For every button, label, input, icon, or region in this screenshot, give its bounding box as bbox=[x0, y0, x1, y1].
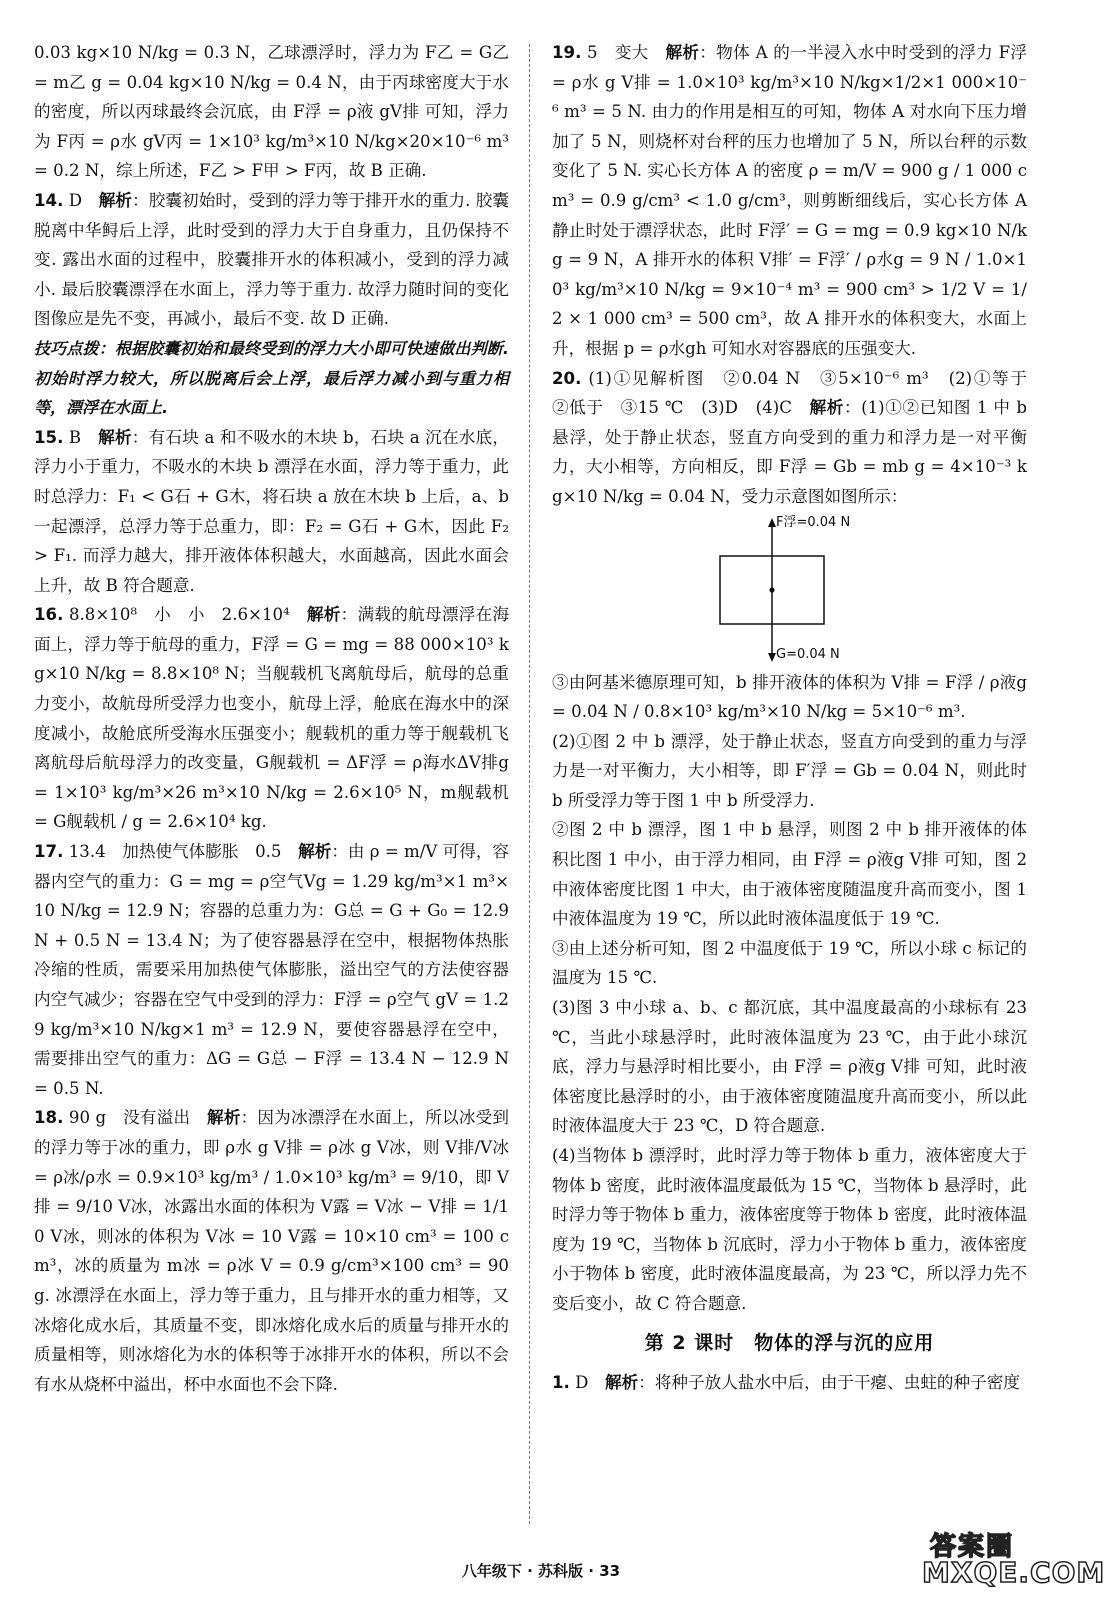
question-number: 1. bbox=[552, 1373, 570, 1393]
question-number: 18. bbox=[34, 1108, 64, 1128]
analysis-label: 解析 bbox=[665, 43, 700, 62]
section-title: 第 2 课时 物体的浮与沉的应用 bbox=[644, 1331, 935, 1354]
analysis-label: 解析 bbox=[809, 398, 844, 418]
answer-key: 90 g 没有溢出 bbox=[68, 1108, 191, 1128]
analysis-label: 解析 bbox=[605, 1373, 639, 1393]
analysis-label: 解析 bbox=[98, 427, 132, 447]
analysis-text: ：因为冰漂浮在水面上，所以冰受到的浮力等于冰的重力，即 ρ水 g V排 = ρ冰 g V冰，则 V排/V冰 = ρ冰/ρ水 = 0.9×10³ kg/m³ / 1.0×10³ kg/m³ = 9/10，即 V排 = 9/10 V冰，冰露出水面的体积为 V露 = V冰 − V排 = 1/10 V冰，则冰的体积为 V冰 = 10 V露 = 10×10 cm³ = 100 cm³，冰的质量为 m冰 = ρ冰 V = 0.9 g/cm³×100 cm³ = 90 g. 冰漂浮在水面上，浮力等于重力，且与排开水的重力相等，又冰熔化成水后，其质量不变，即冰熔化成水后的质量与排开水的质量相等，则冰熔化为水的体积等于冰排开水的体积，所以不会有水从烧杯中溢出，杯中水面也不会下降. bbox=[34, 1108, 510, 1394]
force-diagram-svg bbox=[552, 514, 1027, 664]
question-number: 17. bbox=[34, 842, 64, 862]
answer-paragraph: (3)图 3 中小球 a、b、c 都沉底，其中温度最高的小球标有 23 ℃，当此小球悬浮时，此时液体温度为 23 ℃，由于此小球沉底，浮力与悬浮时相比要小，由 F浮 = ρ液g V排 可知，此时液体密度比悬浮时的小，由于液体密度随温度升高而变小，所以此时液体温度大于 23 ℃，D 符合题意. bbox=[552, 998, 1027, 1136]
watermark-logo bbox=[918, 1526, 1105, 1590]
answer-item bbox=[552, 364, 1044, 512]
answer-item bbox=[34, 423, 509, 601]
answer-paragraph: (4)当物体 b 漂浮时，此时浮力等于物体 b 重力，液体密度大于物体 b 密度，此时液体温度最低为 15 ℃，当物体 b 悬浮时，此时浮力等于物体 b 重力，液体密度等于物体 b 密度，此时液体温度为 19 ℃，当物体 b 沉底时，浮力小于物体 b 重力，液体密度小于物体 b 密度，此时液体温度最高，为 23 ℃，所以浮力先不变后变小，故 C 符合题意. bbox=[552, 1146, 1027, 1313]
analysis-text: ：有石块 a 和不吸水的木块 b，石块 a 沉在水底，浮力小于重力，不吸水的木块 b 漂浮在水面，浮力等于重力，此时总浮力：F₁ < G石 + G木，将石块 a 放在木块 b 上后，a、b 一起漂浮，总浮力等于总重力，即：F₂ = G石 + G木，因此 F₂ > F₁. 而浮力越大，排开液体体积越大，水面越高，因此水面会上升，故 B 符合题意. bbox=[34, 427, 510, 595]
answer-paragraph: (2)①图 2 中 b 漂浮，处于静止状态，竖直方向受到的重力与浮力是一对平衡力，大小相等，即 F′浮 = Gb = 0.04 N，则此时 b 所受浮力等于图 1 中 b 所受浮力. bbox=[552, 731, 1027, 810]
analysis-text: ：(1)①②已知图 1 中 b 悬浮，处于静止状态，竖直方向受到的重力和浮力是一对平衡力，大小相等，方向相反，即 F浮 = Gb = mb g = 4×10⁻³ kg×10 N/kg = 0.04 N，受力示意图如图所示： bbox=[552, 398, 1027, 506]
analysis-label: 解析 bbox=[306, 605, 341, 625]
gravity-arrowhead bbox=[768, 653, 776, 662]
question-number: 15. bbox=[34, 427, 64, 447]
tip-paragraph bbox=[34, 334, 509, 423]
analysis-text: ：由 ρ = m/V 可得，容器内空气的重力：G = mg = ρ空气Vg = 1.29 kg/m³×1 m³×10 N/kg = 12.9 N；容器的总重力为：G总 = G + G₀ = 12.9 N + 0.5 N = 13.4 N；为了使容器悬浮在空中，根据物体热胀冷缩的性质，需要采用加热使气体膨胀，溢出空气的方法使容器内空气减少；容器在空气中受到的浮力：F浮 = ρ空气 gV = 1.29 kg/m³×10 N/kg×1 m³ = 12.9 N，要使容器悬浮在空中，需要排出空气的重力：ΔG = G总 − F浮 = 13.4 N − 12.9 N = 0.5 N. bbox=[34, 842, 510, 1098]
answer-paragraph: ③由上述分析可知，图 2 中温度低于 19 ℃，所以小球 c 标记的温度为 15 ℃. bbox=[552, 938, 1027, 988]
watermark-en: MXQE.COM bbox=[922, 1556, 1105, 1589]
watermark-cn: 答案圈 bbox=[930, 1532, 1015, 1562]
answer-paragraph: ②图 2 中 b 漂浮，图 1 中 b 悬浮，则图 2 中 b 排开液体的体积比图 1 中小，由于浮力相同，由 F浮 = ρ液g V排 可知，图 2 中液体密度比图 1 中大，由于液体密度随温度升高而变小，图 1 中液体温度为 19 ℃，所以此时液体温度低于 19 ℃. bbox=[552, 820, 1027, 929]
force-diagram bbox=[552, 514, 1027, 664]
question-number: 16. bbox=[34, 605, 64, 625]
answer-item bbox=[34, 600, 509, 837]
answer-item bbox=[552, 38, 1027, 364]
gravity-label: G=0.04 N bbox=[776, 646, 840, 662]
analysis-text: ：将种子放人盐水中后，由于干瘪、虫蛀的种子密度 bbox=[638, 1373, 1020, 1393]
answer-key: 8.8×10⁸ 小 小 2.6×10⁴ bbox=[68, 605, 290, 625]
right-column bbox=[552, 38, 1044, 1398]
analysis-text: ：满载的航母漂浮在海面上，浮力等于航母的重力，F浮 = G = mg = 88 000×10³ kg×10 N/kg = 8.8×10⁸ N；当舰载机飞离航母后，航母的总重力变小，故航母所受浮力也变小，航母上浮，舱底在海水中的深度减小，故舱底所受海水压强变小；舰载机的重力等于舰载机飞离航母后航母浮力的改变量，G舰载机 = ΔF浮 = ρ海水ΔV排g = 1×10³ kg/m³×26 m³×10 N/kg = 2.6×10⁵ N，m舰载机 = G舰载机 / g = 2.6×10⁴ kg. bbox=[34, 605, 510, 832]
answer-key: 13.4 加热使气体膨胀 0.5 bbox=[68, 842, 282, 862]
answer-key: B bbox=[68, 427, 82, 447]
answer-key: 5 变大 bbox=[587, 43, 649, 62]
answer-key: D bbox=[68, 190, 83, 210]
question-number: 14. bbox=[34, 190, 64, 210]
tip-text: ：根据胶囊初始和最终受到的浮力大小即可快速做出判断. 初始时浮力较大，所以脱离后会上浮，最后浮力减小到与重力相等，漂浮在水面上. bbox=[34, 338, 509, 418]
answer-key: (1)①见解析图 ②0.04 N ③5×10⁻⁶ m³ (2)①等于 ②低于 ③15 ℃ (3)D (4)C bbox=[552, 368, 1044, 418]
page-footer: 八年级下 · 苏科版 · 33 bbox=[461, 1562, 621, 1580]
answer-key: D bbox=[575, 1373, 589, 1393]
answer-paragraph: 0.03 kg×10 N/kg = 0.3 N，乙球漂浮时，浮力为 F乙 = G乙 = m乙 g = 0.04 kg×10 N/kg = 0.4 N，由于丙球密度大于水的密度，所以丙球最终会沉底，由 F浮 = ρ液 gV排 可知，浮力为 F丙 = ρ水 gV丙 = 1×10³ kg/m³×10 N/kg×20×10⁻⁶ m³ = 0.2 N，综上所述，F乙 > F甲 > F丙，故 B 正确. bbox=[34, 43, 509, 181]
analysis-label: 解析 bbox=[298, 842, 332, 862]
answer-item bbox=[34, 837, 509, 1103]
question-number: 20. bbox=[552, 368, 582, 388]
buoyancy-label: F浮=0.04 N bbox=[776, 514, 851, 530]
left-column bbox=[34, 38, 509, 1399]
center-point bbox=[769, 587, 774, 592]
analysis-label: 解析 bbox=[207, 1108, 241, 1128]
analysis-text: ：物体 A 的一半浸入水中时受到的浮力 F浮 = ρ水 g V排 = 1.0×10³ kg/m³×10 N/kg×1/2×1 000×10⁻⁶ m³ = 5 N. 由力的作用是相互的可知，物体 A 对水向下压力增加了 5 N，则烧杯对台秤的压力也增加了 5 N，所以台秤的示数变化了 5 N. 实心长方体 A 的密度 ρ = m/V = 900 g / 1 000 cm³ = 0.9 g/cm³ < 1.0 g/cm³，则剪断细线后，实心长方体 A 静止时处于漂浮状态，此时 F浮′ = G = mg = 0.9 kg×10 N/kg = 9 N，A 排开水的体积 V排′ = F浮′ / ρ水g = 9 N / 1.0×10³ kg/m³×10 N/kg = 9×10⁻⁴ m³ = 900 cm³ > 1/2 V = 1/2 × 1 000 cm³ = 500 cm³，故 A 排开水的体积变大，水面上升，根据 p = ρ水gh 可知水对容器底的压强变大. bbox=[552, 43, 1028, 358]
question-number: 19. bbox=[552, 43, 582, 62]
answer-item bbox=[34, 1103, 509, 1399]
answer-item bbox=[34, 186, 509, 334]
column-divider bbox=[529, 44, 530, 1524]
answer-paragraph: ③由阿基米德原理可知，b 排开液体的体积为 V排 = F浮 / ρ液g = 0.04 N / 0.8×10³ kg/m³×10 N/kg = 5×10⁻⁶ m³. bbox=[552, 672, 1027, 722]
analysis-text: ：胶囊初始时，受到的浮力等于排开水的重力. 胶囊脱离中华鲟后上浮，此时受到的浮力大于自身重力，且仍保持不变. 露出水面的过程中，胶囊排开水的体积减小，受到的浮力减小. 最后胶囊漂浮在水面上，浮力等于重力. 故浮力随时间的变化图像应是先不变，再减小，最后不变. 故 D 正确. bbox=[34, 190, 510, 329]
buoyancy-arrowhead bbox=[768, 518, 776, 527]
analysis-label: 解析 bbox=[98, 190, 133, 210]
tip-label: 技巧点拨 bbox=[34, 338, 99, 358]
answer-item bbox=[552, 1368, 1027, 1398]
